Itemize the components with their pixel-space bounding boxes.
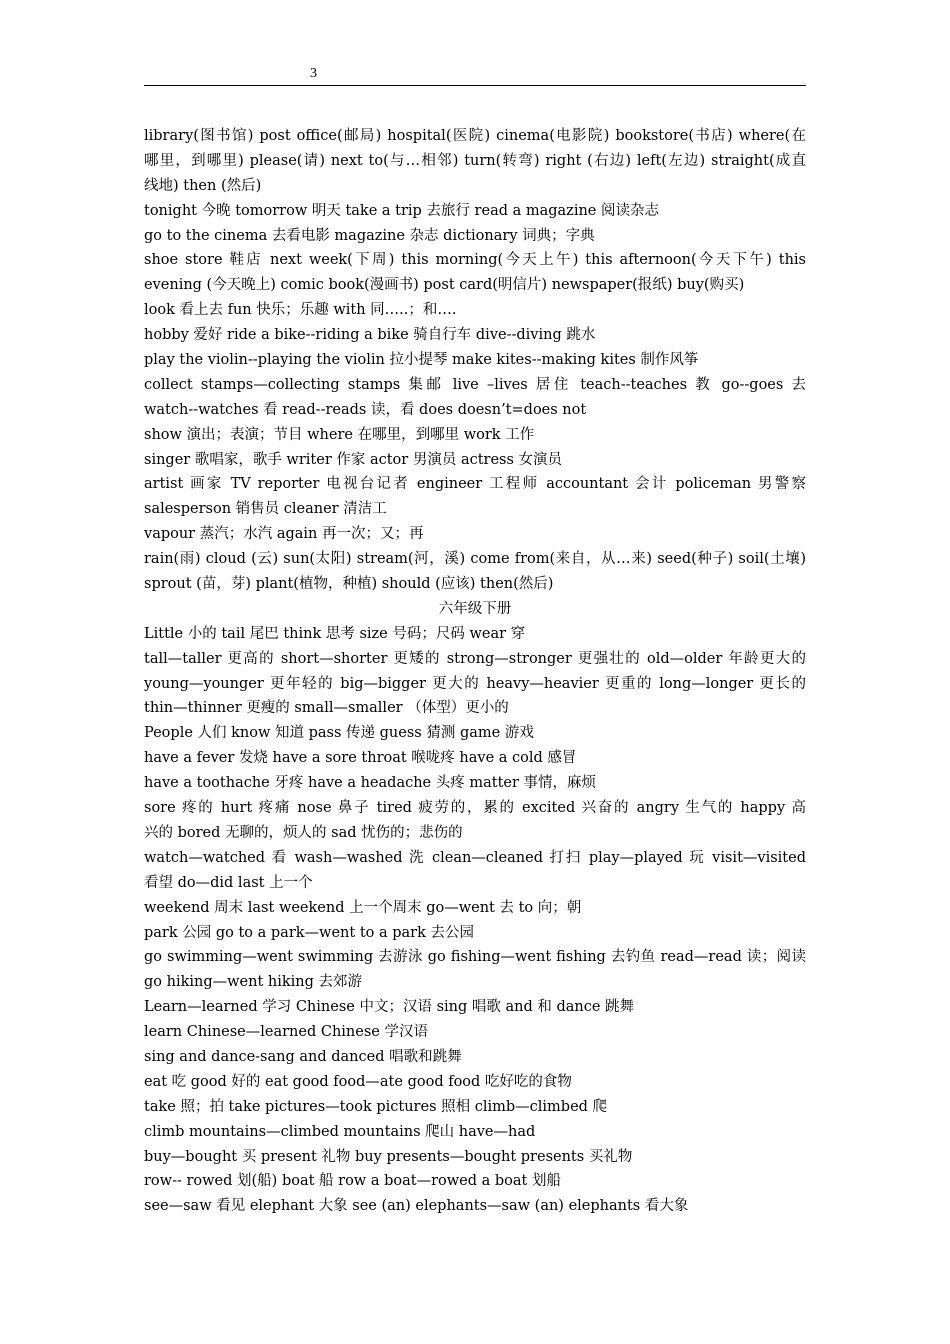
vocabulary-line: Little 小的 tail 尾巴 think 思考 size 号码；尺码 wear 穿	[144, 625, 526, 642]
vocabulary-line: 线地) then (然后)	[144, 177, 262, 194]
section-heading: 六年级下册	[438, 600, 512, 617]
vocabulary-line: watch—watched 看 wash—washed 洗 clean—cleaned 打扫 play—played 玩 visit—visited	[144, 849, 806, 866]
vocabulary-line: collect stamps—collecting stamps 集邮 live –lives 居住 teach--teaches 教 go--goes 去	[144, 376, 806, 393]
header-rule	[144, 85, 806, 86]
vocabulary-line: 看望 do—did last 上一个	[144, 874, 313, 891]
page-number: 3	[310, 66, 317, 81]
vocabulary-line: library(图书馆) post office(邮局) hospital(医院) cinema(电影院) bookstore(书店) where(在	[144, 128, 806, 144]
vocabulary-line: show 演出；表演；节目 where 在哪里，到哪里 work 工作	[144, 426, 535, 443]
vocabulary-line: look 看上去 fun 快乐；乐趣 with 同…..；和….	[144, 302, 457, 319]
vocabulary-line: vapour 蒸汽；水汽 again 再一次；又；再	[144, 526, 424, 543]
vocabulary-line: play the violin--playing the violin 拉小提琴 make kites--making kites 制作风筝	[144, 352, 699, 369]
vocabulary-line: thin—thinner 更瘦的 small—smaller （体型）更小的	[144, 700, 509, 717]
vocabulary-line: park 公园 go to a park—went to a park 去公园	[144, 924, 474, 941]
vocabulary-line: singer 歌唱家，歌手 writer 作家 actor 男演员 actress 女演员	[144, 451, 563, 468]
vocabulary-line: salesperson 销售员 cleaner 清洁工	[144, 501, 387, 518]
vocabulary-line: tall—taller 更高的 short—shorter 更矮的 strong—stronger 更强壮的 old—older 年龄更大的	[144, 650, 806, 667]
vocabulary-line: learn Chinese—learned Chinese 学汉语	[144, 1024, 428, 1041]
vocabulary-line: row-- rowed 划(船) boat 船 row a boat—rowed a boat 划船	[144, 1173, 561, 1190]
vocabulary-line: weekend 周末 last weekend 上一个周末 go—went 去 to 向；朝	[144, 899, 582, 916]
vocabulary-line: 兴的 bored 无聊的，烦人的 sad 忧伤的；悲伤的	[144, 824, 463, 841]
vocabulary-line: go swimming—went swimming 去游泳 go fishing—went fishing 去钓鱼 read—read 读；阅读	[144, 949, 806, 966]
vocabulary-line: sprout (苗，芽) plant(植物，种植) should (应该) then(然后)	[144, 576, 554, 593]
vocabulary-line: hobby 爱好 ride a bike--riding a bike 骑自行车 dive--diving 跳水	[144, 327, 596, 344]
vocabulary-line: People 人们 know 知道 pass 传递 guess 猜测 game 游戏	[144, 725, 534, 742]
vocabulary-line: go hiking—went hiking 去郊游	[144, 974, 363, 991]
vocabulary-line: Learn—learned 学习 Chinese 中文；汉语 sing 唱歌 and 和 dance 跳舞	[144, 999, 635, 1016]
vocabulary-line: climb mountains—climbed mountains 爬山 have—had	[144, 1123, 536, 1140]
vocabulary-line: take 照；拍 take pictures—took pictures 照相 climb—climbed 爬	[144, 1098, 608, 1115]
vocabulary-line: eat 吃 good 好的 eat good food—ate good food 吃好吃的食物	[144, 1073, 572, 1090]
vocabulary-line: artist 画家 TV reporter 电视台记者 engineer 工程师 accountant 会计 policeman 男警察	[144, 476, 806, 493]
vocabulary-line: evening (今天晚上) comic book(漫画书) post card(明信片) newspaper(报纸) buy(购买)	[144, 277, 745, 294]
vocabulary-line: 哪里，到哪里) please(请) next to(与…相邻) turn(转弯) right (右边) left(左边) straight(成直	[144, 152, 806, 169]
vocabulary-list	[144, 124, 806, 1219]
vocabulary-line: see—saw 看见 elephant 大象 see (an) elephants—saw (an) elephants 看大象	[144, 1198, 689, 1215]
vocabulary-line: sore 疼的 hurt 疼痛 nose 鼻子 tired 疲劳的，累的 excited 兴奋的 angry 生气的 happy 高	[144, 800, 806, 817]
vocabulary-line: buy—bought 买 present 礼物 buy presents—bought presents 买礼物	[144, 1148, 633, 1165]
vocabulary-line: go to the cinema 去看电影 magazine 杂志 dictionary 词典；字典	[144, 227, 595, 244]
vocabulary-line: rain(雨) cloud (云) sun(太阳) stream(河，溪) come from(来自，从…来) seed(种子) soil(土壤)	[144, 551, 806, 568]
vocabulary-line: have a toothache 牙疼 have a headache 头疼 matter 事情，麻烦	[144, 775, 597, 792]
vocabulary-line: have a fever 发烧 have a sore throat 喉咙疼 have a cold 感冒	[144, 750, 577, 767]
vocabulary-line: young—younger 更年轻的 big—bigger 更大的 heavy—heavier 更重的 long—longer 更长的	[144, 675, 806, 692]
vocabulary-line: watch--watches 看 read--reads 读，看 does doesn’t=does not	[144, 401, 587, 418]
vocabulary-line: sing and dance-sang and danced 唱歌和跳舞	[144, 1048, 462, 1065]
vocabulary-line: tonight 今晚 tomorrow 明天 take a trip 去旅行 read a magazine 阅读杂志	[144, 202, 659, 219]
vocabulary-line: shoe store 鞋店 next week(下周) this morning(今天上午) this afternoon(今天下午) this	[144, 252, 806, 269]
